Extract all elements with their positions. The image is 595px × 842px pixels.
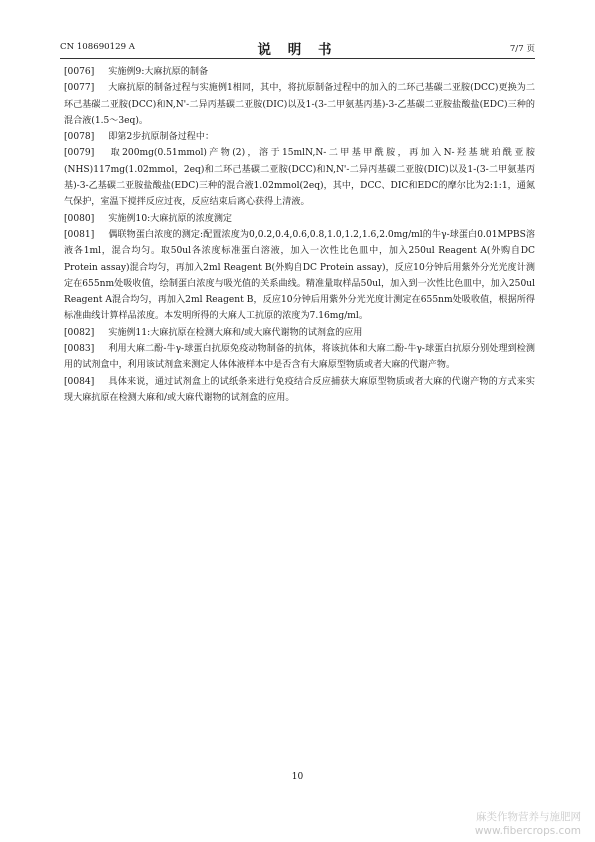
paragraph-number: [0077]	[64, 83, 95, 94]
paragraph	[64, 227, 535, 325]
paragraph-text: 实施例10:大麻抗原的浓度测定	[108, 213, 233, 224]
paragraph-number: [0083]	[64, 344, 95, 355]
paragraph-text: 实施例11:大麻抗原在检测大麻和/或大麻代谢物的试剂盒的应用	[108, 327, 363, 338]
paragraph	[64, 80, 535, 129]
watermark-site-name: 麻类作物营养与施肥网	[476, 811, 581, 823]
paragraph-text: 利用大麻二酚-牛γ-球蛋白抗原免疫动物制备的抗体，将该抗体和大麻二酚-牛γ-球蛋白抗原分别处理到检测用的试剂盒中，利用该试剂盒来测定人体体液样本中是否含有大麻原型物质或者大麻的代谢产物。	[64, 344, 535, 371]
paragraph	[64, 129, 535, 145]
document-body	[64, 64, 535, 406]
paragraph	[64, 211, 535, 227]
paragraph	[64, 64, 535, 80]
paragraph	[64, 325, 535, 341]
page-header	[60, 38, 535, 58]
paragraph-text: 取200mg(0.51mmol)产物(2)，溶于15mlN,N-二甲基甲酰胺，再加入N-羟基琥珀酰亚胺(NHS)117mg(1.02mmol，2eq)和二环己基碳二亚胺(DCC)和N,N'-二异丙基碳二亚胺(DIC)以及1-(3-二甲氨基丙基)-3-乙基碳二亚胺盐酸盐(EDC)三种的混合液1.02mmol(2eq)，其中，DCC、DIC和EDC的摩尔比为2:1:1，通氮气保护，室温下搅拌反应过夜，反应结束后离心获得上清液。	[64, 148, 535, 208]
paragraph-number: [0082]	[64, 327, 95, 338]
paragraph-number: [0076]	[64, 67, 95, 77]
paragraph	[64, 341, 535, 374]
paragraph-number: [0080]	[64, 213, 95, 224]
watermark-url: www.fibercrops.com	[474, 825, 581, 837]
paragraph-text: 即第2步抗原制备过程中：	[108, 132, 215, 143]
paragraph-number: [0078]	[64, 132, 95, 143]
header-rule	[60, 58, 535, 59]
paragraph-text: 大麻抗原的制备过程与实施例1相同，其中，将抗原制备过程中的加入的二环己基碳二亚胺(DCC)更换为二环己基碳二亚胺(DCC)和N,N'-二异丙基碳二亚胺(DIC)以及1-(3-二甲氨基丙基)-3-乙基碳二亚胺盐酸盐(EDC)三种的混合液(1.5～3eq)。	[64, 83, 535, 126]
paragraph-number: [0081]	[64, 229, 95, 240]
paragraph-number: [0079]	[64, 148, 95, 159]
paragraph-text: 实施例9:大麻抗原的制备	[108, 67, 209, 77]
paragraph	[64, 374, 535, 407]
paragraph-number: [0084]	[64, 376, 95, 387]
document-number: CN 108690129 A	[60, 42, 135, 52]
paragraph	[64, 145, 535, 210]
paragraph-text: 具体来说，通过试剂盒上的试纸条来进行免疫结合反应捕获大麻原型物质或者大麻的代谢产物的方式来实现大麻抗原在检测大麻和/或大麻代谢物的试剂盒的应用。	[64, 376, 535, 403]
paragraph-text: 偶联物蛋白浓度的测定:配置浓度为0,0.2,0.4,0.6,0.8,1.0,1.2,1.6,2.0mg/ml的牛γ-球蛋白0.01MPBS溶液各1ml，混合均匀。取50ul各浓度标准蛋白溶液，加入一次性比色皿中，加入250ul Reagent A(外购自DC Protein assay)混合均匀，再加入2ml Reagent B(外购自DC Protein assay)，反应10分钟后用紫外分光光度计测定在655nm处吸收值，绘制蛋白浓度与吸光值的关系曲线。精准量取样品50ul，加入到一次性比色皿中，加入250ul Reagent A混合均匀，再加入2ml Reagent B，反应10分钟后用紫外分光光度计测定在655nm处吸收值，根据所得标准曲线计算样品浓度。本发明所得的大麻人工抗原的浓度为7.16mg/ml。	[64, 229, 535, 322]
document-title: 说 明 书	[257, 42, 338, 58]
page-number: 10	[291, 772, 304, 782]
page-indicator: 7/7 页	[509, 44, 535, 54]
site-watermark	[475, 810, 581, 838]
